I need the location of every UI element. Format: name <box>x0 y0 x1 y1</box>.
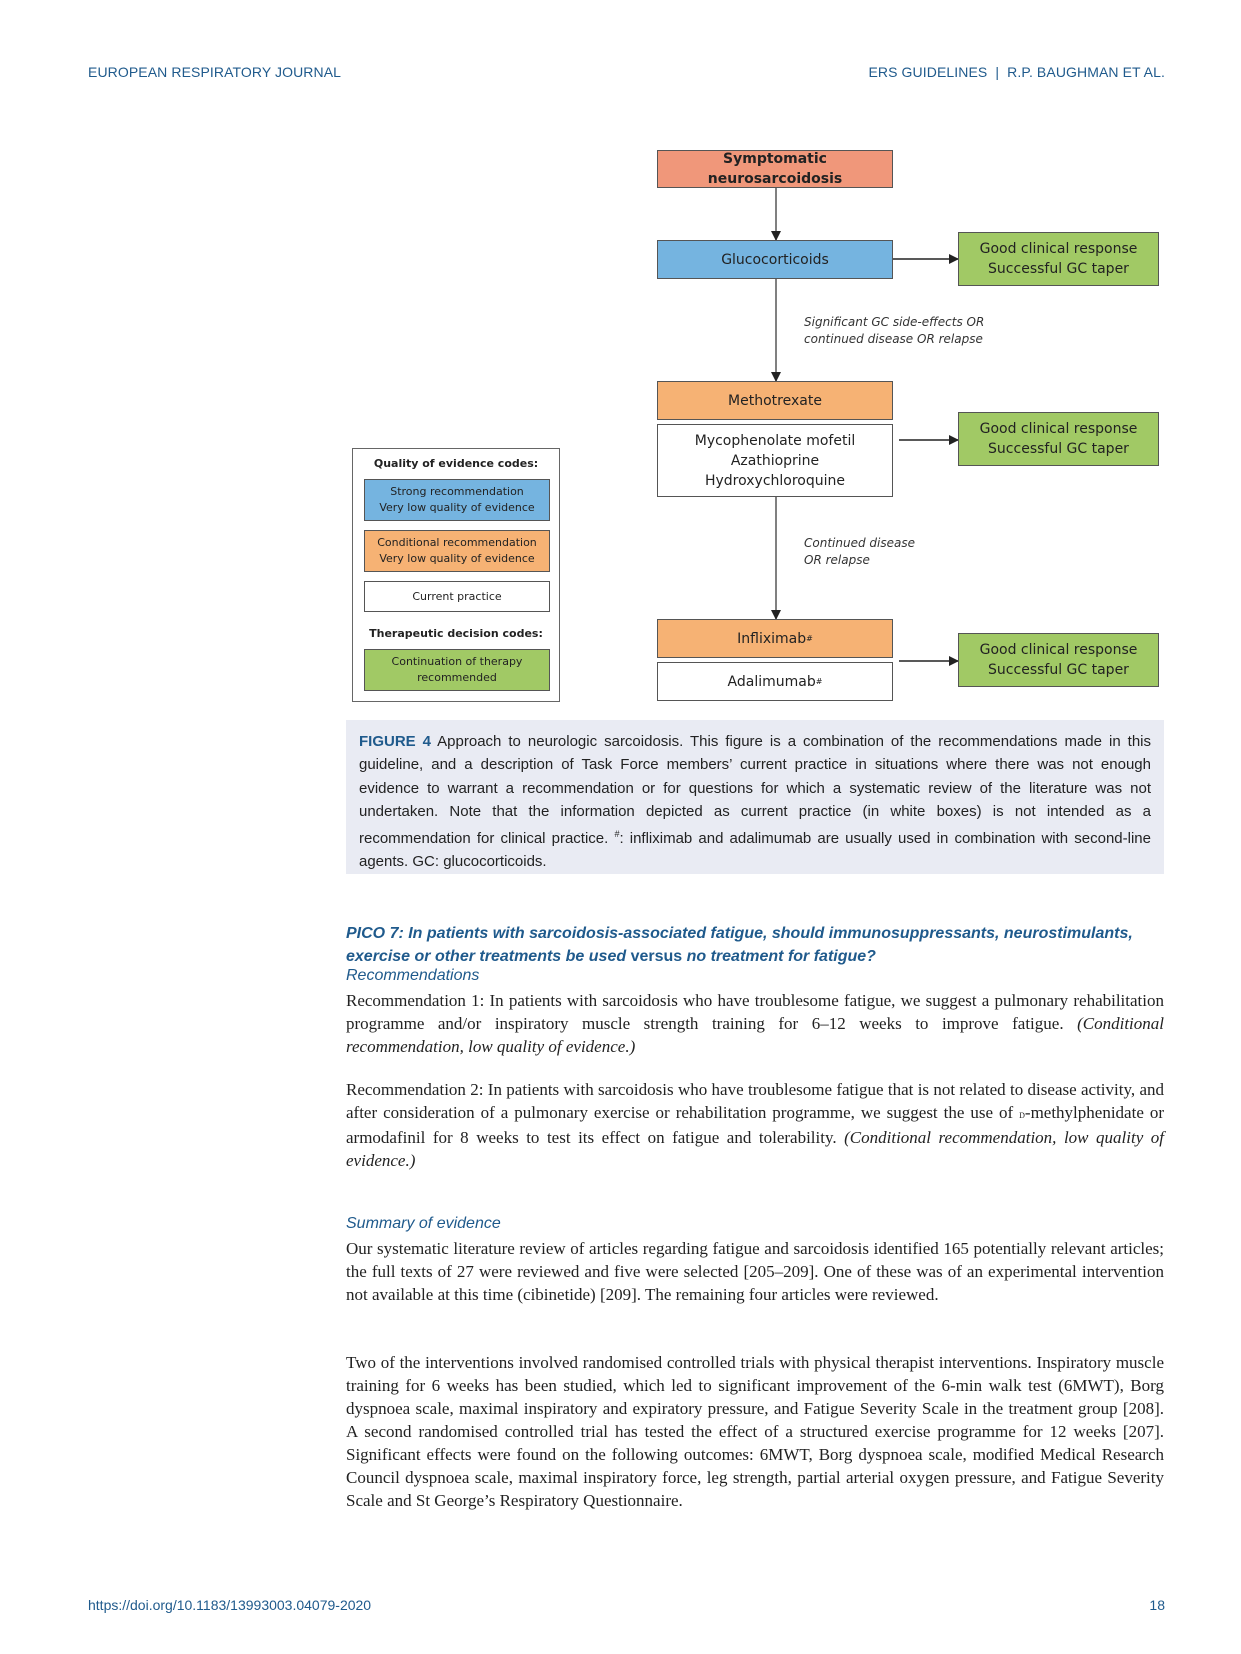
outcome-node-3 <box>958 633 1159 687</box>
flowchart-connectors <box>0 0 1241 720</box>
legend-text: Conditional recommendation <box>377 536 537 549</box>
outcome-line-2: Successful GC taper <box>988 662 1129 678</box>
journal-name: EUROPEAN RESPIRATORY JOURNAL <box>88 64 342 80</box>
legend-current-practice <box>364 581 550 612</box>
legend-text: Very low quality of evidence <box>379 552 535 565</box>
decision-codes-heading: Therapeutic decision codes: <box>369 627 543 640</box>
header-separator: | <box>995 64 1000 80</box>
footnote-mark: # <box>614 829 620 840</box>
summary-paragraph-1: Our systematic literature review of articles regarding fatigue and sarcoidosis identified 165 potentially relevant articles; the full texts of 27 were reviewed and five were selected [205–209]. One of these was of an experimental intervention not available at this time (cibinetide) [209]. The remaining four articles were reviewed. <box>346 1239 1164 1304</box>
pico-versus: versus <box>630 948 683 965</box>
legend-continuation <box>364 649 550 691</box>
recommendation-text: Recommendation 2: In patients with sarcoidosis who have troublesome fatigue that is not related to disease activity, and after consideration of a pulmonary exercise or rehabilitation programme, we suggest the use of <box>346 1080 1164 1122</box>
recommendation-text: Recommendation 1: In patients with sarcoidosis who have troublesome fatigue, we suggest a pulmonary rehabilitation programme and/or inspiratory muscle strength training for 6–12 weeks to improve fatigue. <box>346 991 1164 1033</box>
figure-label: FIGURE 4 <box>359 733 432 750</box>
recommendation-text: -methylphenidate or armodafinil for 8 weeks to test its effect on fatigue and tolerability. <box>346 1103 1164 1147</box>
drug-name: Infliximab <box>737 630 807 647</box>
page-number: 18 <box>1149 1597 1165 1613</box>
summary-heading: Summary of evidence <box>346 1215 501 1232</box>
condition-label-1 <box>804 314 984 348</box>
outcome-line-1: Good clinical response <box>979 421 1138 437</box>
pico-text: PICO 7: In patients with sarcoidosis-associated fatigue, should immunosuppressants, neurostimulants, exercise or other treatments be used <box>346 925 1133 965</box>
alt-drug: Mycophenolate mofetil <box>694 432 856 449</box>
legend-conditional <box>364 530 550 572</box>
legend-strong <box>364 479 550 521</box>
infliximab-node <box>657 619 893 658</box>
alt-drug: Azathioprine <box>730 452 820 469</box>
condition-line: continued disease OR relapse <box>804 332 983 346</box>
recommendation-2 <box>346 1078 1164 1172</box>
glucocorticoids-node: Glucocorticoids <box>657 240 893 279</box>
drug-name: Adalimumab <box>727 673 816 690</box>
condition-label-2 <box>804 535 915 569</box>
outcome-line-1: Good clinical response <box>979 241 1138 257</box>
alt-drug: Hydroxychloroquine <box>704 472 846 489</box>
pico-question <box>346 922 1164 968</box>
outcome-line-2: Successful GC taper <box>988 441 1129 457</box>
doi-link[interactable]: https://doi.org/10.1183/13993003.04079-2020 <box>88 1597 372 1613</box>
recommendation-grade: (Conditional recommendation, low quality of evidence.) <box>346 1128 1164 1170</box>
condition-line: Continued disease <box>804 536 915 550</box>
outcome-line-2: Successful GC taper <box>988 261 1129 277</box>
caption-text: Approach to neurologic sarcoidosis. This figure is a combination of the recommendations made in this guideline, and a description of Task Force members’ current practice in situations where there was not enough evidence to warrant a recommendation or for questions for which a systematic review of the literature was not undertaken. Note that the information depicted as current practice (in white boxes) is not intended as a recommendation for clinical practice. <box>359 733 1151 848</box>
footnote-mark: # <box>815 676 823 686</box>
second-line-alternatives-node <box>657 424 893 497</box>
summary-paragraph-2: Two of the interventions involved randomised controlled trials with physical therapist interventions. Inspiratory muscle training for 6 weeks has been studied, which led to significant improvement of the 6-min walk test (6MWT), Borg dyspnoea scale, maximal inspiratory and expiratory pressure, and Fatigue Severity Scale in the treatment group [208]. A second randomised controlled trial has tested the effect of a structured exercise programme for 12 weeks [207]. Significant effects were found on the following outcomes: 6MWT, Borg dyspnoea scale, modified Medical Research Council dyspnoea scale, maximal inspiratory force, leg strength, partial arterial oxygen pressure, and Fatigue Severity Scale and St George’s Respiratory Questionnaire. <box>346 1353 1164 1510</box>
outcome-line-1: Good clinical response <box>979 642 1138 658</box>
legend-text: recommended <box>417 671 497 684</box>
figure-legend <box>352 448 560 702</box>
legend-text: Continuation of therapy <box>391 655 523 668</box>
recommendation-grade: (Conditional recommendation, low quality of evidence.) <box>346 1014 1164 1056</box>
condition-line: OR relapse <box>804 553 870 567</box>
legend-text: Strong recommendation <box>390 485 524 498</box>
stereo-prefix: d <box>1019 1107 1025 1121</box>
condition-line: Significant GC side-effects OR <box>804 315 985 329</box>
footnote-mark: # <box>806 633 813 643</box>
pico-text: no treatment for fatigue? <box>682 948 876 965</box>
caption-text: : infliximab and adalimumab are usually used in combination with second-line agents. GC: glucocorticoids. <box>359 830 1151 871</box>
adalimumab-node <box>657 662 893 701</box>
quality-codes-heading: Quality of evidence codes: <box>373 457 539 470</box>
recommendations-heading: Recommendations <box>346 967 480 984</box>
authors-label: R.P. BAUGHMAN ET AL. <box>1007 64 1165 80</box>
methotrexate-node: Methotrexate <box>657 381 893 420</box>
legend-text: Very low quality of evidence <box>379 501 535 514</box>
figure-caption <box>346 720 1164 874</box>
outcome-node-1 <box>958 232 1159 286</box>
legend-text: Current practice <box>412 589 502 603</box>
section-label: ERS GUIDELINES <box>868 64 988 80</box>
outcome-node-2 <box>958 412 1159 466</box>
recommendation-1 <box>346 989 1164 1058</box>
start-node: Symptomatic neurosarcoidosis <box>657 150 893 188</box>
